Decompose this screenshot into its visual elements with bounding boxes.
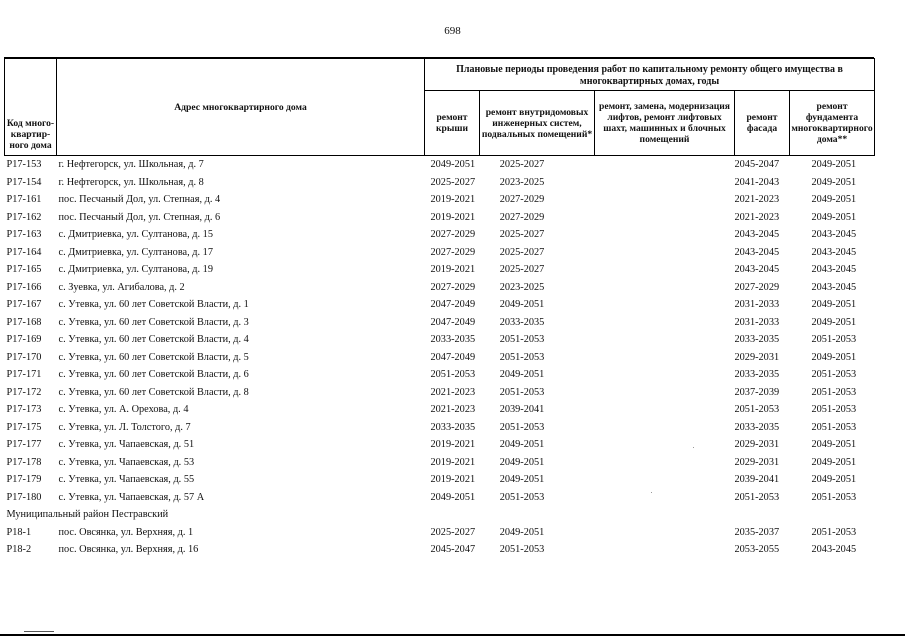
table-row (5, 489, 875, 507)
cell-facade: 2037-2039 (734, 386, 780, 398)
cell-roof: 2047-2049 (430, 351, 476, 363)
cell-lifts (595, 279, 735, 297)
cell-roof: 2021-2023 (430, 404, 476, 416)
cell-roof: 2019-2021 (430, 211, 476, 223)
cell-facade: 2031-2033 (734, 316, 780, 328)
cell-address: с. Дмитриевка, ул. Султанова, д. 19 (58, 264, 213, 276)
cell-address: с. Утевка, ул. 60 лет Советской Власти, д. 3 (58, 316, 249, 328)
cell-facade: 2033-2035 (734, 334, 780, 346)
cell-foundation: 2049-2051 (811, 316, 857, 328)
cell-roof: 2027-2029 (430, 246, 476, 258)
cell-roof: 2025-2027 (430, 176, 476, 188)
table-row (5, 436, 875, 454)
cell-address: с. Дмитриевка, ул. Султанова, д. 17 (58, 246, 213, 258)
cell-lifts (595, 296, 735, 314)
district-name: Муниципальный район Пестравский (6, 509, 169, 521)
cell-roof: 2019-2021 (430, 264, 476, 276)
cell-lifts (595, 349, 735, 367)
column-header-address: Адрес многоквартирного дома (57, 59, 425, 156)
table-row (5, 401, 875, 419)
cell-engineering: 2049-2051 (499, 474, 545, 486)
cell-foundation: 2051-2053 (811, 421, 857, 433)
cell-facade: 2053-2055 (734, 544, 780, 556)
cell-facade: 2043-2045 (734, 264, 780, 276)
cell-address: с. Зуевка, ул. Агибалова, д. 2 (58, 281, 185, 293)
table-row (5, 471, 875, 489)
cell-foundation: 2051-2053 (811, 334, 857, 346)
cell-roof: 2019-2021 (430, 456, 476, 468)
cell-roof: 2051-2053 (430, 369, 476, 381)
cell-code: Р17-173 (6, 404, 42, 416)
cell-engineering: 2023-2025 (499, 176, 545, 188)
cell-roof: 2049-2051 (430, 491, 476, 503)
scan-speck (651, 492, 652, 493)
cell-engineering: 2025-2027 (499, 246, 545, 258)
cell-foundation: 2043-2045 (811, 281, 857, 293)
table-row (5, 209, 875, 227)
cell-lifts (595, 366, 735, 384)
cell-lifts (595, 524, 735, 542)
cell-code: Р17-163 (6, 229, 42, 241)
cell-engineering: 2051-2053 (499, 491, 545, 503)
cell-code: Р17-164 (6, 246, 42, 258)
cell-facade: 2029-2031 (734, 456, 780, 468)
cell-code: Р17-154 (6, 176, 42, 188)
cell-facade: 2029-2031 (734, 439, 780, 451)
cell-code: Р17-171 (6, 369, 42, 381)
table-row (5, 349, 875, 367)
cell-engineering: 2027-2029 (499, 211, 545, 223)
cell-foundation: 2049-2051 (811, 194, 857, 206)
table-row (5, 226, 875, 244)
cell-engineering: 2051-2053 (499, 421, 545, 433)
cell-foundation: 2049-2051 (811, 176, 857, 188)
cell-engineering: 2051-2053 (499, 334, 545, 346)
cell-facade: 2043-2045 (734, 229, 780, 241)
table-row (5, 296, 875, 314)
cell-roof: 2019-2021 (430, 474, 476, 486)
cell-lifts (595, 331, 735, 349)
cell-code: Р17-166 (6, 281, 42, 293)
cell-foundation: 2049-2051 (811, 351, 857, 363)
cell-roof: 2027-2029 (430, 281, 476, 293)
cell-code: Р17-180 (6, 491, 42, 503)
cell-lifts (595, 244, 735, 262)
cell-engineering: 2027-2029 (499, 194, 545, 206)
cell-roof: 2019-2021 (430, 439, 476, 451)
cell-facade: 2035-2037 (734, 526, 780, 538)
cell-address: пос. Овсянка, ул. Верхняя, д. 1 (58, 526, 194, 538)
cell-foundation: 2051-2053 (811, 491, 857, 503)
table-row (5, 331, 875, 349)
table-row (5, 541, 875, 559)
cell-lifts (595, 314, 735, 332)
cell-engineering: 2039-2041 (499, 404, 545, 416)
cell-code: Р18-2 (6, 544, 32, 556)
cell-facade: 2051-2053 (734, 404, 780, 416)
table-row (5, 524, 875, 542)
cell-lifts (595, 226, 735, 244)
cell-address: с. Утевка, ул. Чапаевская, д. 57 А (58, 491, 205, 503)
cell-engineering: 2023-2025 (499, 281, 545, 293)
column-header-foundation: ремонт фундамента многоквартирного дома** (790, 91, 875, 156)
cell-facade: 2033-2035 (734, 369, 780, 381)
cell-roof: 2047-2049 (430, 316, 476, 328)
cell-address: с. Утевка, ул. А. Орехова, д. 4 (58, 404, 189, 416)
table-row (5, 384, 875, 402)
table-row (5, 314, 875, 332)
table-row (5, 191, 875, 209)
cell-facade: 2051-2053 (734, 491, 780, 503)
cell-facade: 2045-2047 (734, 159, 780, 171)
table-row (5, 454, 875, 472)
cell-code: Р17-153 (6, 159, 42, 171)
cell-roof: 2027-2029 (430, 229, 476, 241)
column-header-lifts: ремонт, замена, модернизация лифтов, ремонт лифтовых шахт, машинных и блочных помещений (595, 91, 735, 156)
cell-lifts (595, 401, 735, 419)
cell-address: пос. Песчаный Дол, ул. Степная, д. 6 (58, 211, 221, 223)
cell-engineering: 2025-2027 (499, 159, 545, 171)
page-number: 698 (444, 25, 461, 37)
capital-repair-table (4, 58, 875, 559)
cell-foundation: 2051-2053 (811, 404, 857, 416)
cell-foundation: 2051-2053 (811, 526, 857, 538)
cell-address: с. Утевка, ул. Чапаевская, д. 51 (58, 439, 195, 451)
scan-speck (693, 447, 694, 448)
table-body (5, 156, 875, 559)
column-header-code: Код много-квартир-ного дома (5, 59, 57, 156)
cell-code: Р17-177 (6, 439, 42, 451)
cell-code: Р17-168 (6, 316, 42, 328)
cell-lifts (595, 261, 735, 279)
cell-lifts (595, 471, 735, 489)
column-group-header-periods: Плановые периоды проведения работ по капитальному ремонту общего имущества в многоквартирных домах, годы (425, 59, 875, 91)
table-row (5, 366, 875, 384)
cell-code: Р17-162 (6, 211, 42, 223)
cell-foundation: 2049-2051 (811, 211, 857, 223)
cell-roof: 2047-2049 (430, 299, 476, 311)
cell-facade: 2021-2023 (734, 194, 780, 206)
cell-facade: 2043-2045 (734, 246, 780, 258)
cell-address: пос. Овсянка, ул. Верхняя, д. 16 (58, 544, 199, 556)
cell-lifts (595, 156, 735, 174)
cell-lifts (595, 541, 735, 559)
cell-code: Р17-175 (6, 421, 42, 433)
cell-facade: 2027-2029 (734, 281, 780, 293)
cell-lifts (595, 419, 735, 437)
cell-lifts (595, 436, 735, 454)
cell-address: с. Утевка, ул. 60 лет Советской Власти, д. 6 (58, 369, 249, 381)
cell-address: с. Утевка, ул. 60 лет Советской Власти, д. 8 (58, 386, 249, 398)
cell-foundation: 2049-2051 (811, 299, 857, 311)
cell-engineering: 2049-2051 (499, 456, 545, 468)
cell-engineering: 2049-2051 (499, 526, 545, 538)
table-row (5, 244, 875, 262)
cell-lifts (595, 209, 735, 227)
district-row (5, 506, 875, 524)
cell-address: с. Дмитриевка, ул. Султанова, д. 15 (58, 229, 213, 241)
cell-foundation: 2051-2053 (811, 386, 857, 398)
cell-roof: 2019-2021 (430, 194, 476, 206)
cell-foundation: 2043-2045 (811, 264, 857, 276)
cell-foundation: 2043-2045 (811, 229, 857, 241)
table-row (5, 419, 875, 437)
cell-roof: 2025-2027 (430, 526, 476, 538)
cell-lifts (595, 489, 735, 507)
cell-address: с. Утевка, ул. 60 лет Советской Власти, д. 1 (58, 299, 249, 311)
cell-address: г. Нефтегорск, ул. Школьная, д. 8 (58, 176, 204, 188)
cell-foundation: 2043-2045 (811, 246, 857, 258)
cell-foundation: 2051-2053 (811, 369, 857, 381)
cell-foundation: 2049-2051 (811, 456, 857, 468)
cell-engineering: 2025-2027 (499, 229, 545, 241)
cell-code: Р18-1 (6, 526, 32, 538)
cell-code: Р17-172 (6, 386, 42, 398)
cell-address: с. Утевка, ул. Чапаевская, д. 53 (58, 456, 195, 468)
bottom-tick (24, 631, 54, 632)
cell-engineering: 2051-2053 (499, 544, 545, 556)
cell-roof: 2033-2035 (430, 334, 476, 346)
cell-engineering: 2049-2051 (499, 299, 545, 311)
cell-roof: 2045-2047 (430, 544, 476, 556)
cell-code: Р17-167 (6, 299, 42, 311)
column-header-roof: ремонт крыши (425, 91, 480, 156)
cell-engineering: 2049-2051 (499, 439, 545, 451)
table-row (5, 174, 875, 192)
cell-roof: 2021-2023 (430, 386, 476, 398)
cell-address: с. Утевка, ул. 60 лет Советской Власти, д. 5 (58, 351, 249, 363)
cell-engineering: 2033-2035 (499, 316, 545, 328)
bottom-rule (0, 634, 905, 636)
cell-roof: 2049-2051 (430, 159, 476, 171)
cell-engineering: 2049-2051 (499, 369, 545, 381)
cell-foundation: 2049-2051 (811, 439, 857, 451)
cell-address: с. Утевка, ул. Л. Толстого, д. 7 (58, 421, 191, 433)
cell-facade: 2041-2043 (734, 176, 780, 188)
cell-lifts (595, 384, 735, 402)
cell-address: с. Утевка, ул. Чапаевская, д. 55 (58, 474, 195, 486)
cell-address: г. Нефтегорск, ул. Школьная, д. 7 (58, 159, 204, 171)
cell-code: Р17-165 (6, 264, 42, 276)
cell-address: с. Утевка, ул. 60 лет Советской Власти, д. 4 (58, 334, 249, 346)
cell-engineering: 2025-2027 (499, 264, 545, 276)
cell-facade: 2031-2033 (734, 299, 780, 311)
table-row (5, 279, 875, 297)
cell-code: Р17-161 (6, 194, 42, 206)
cell-foundation: 2049-2051 (811, 159, 857, 171)
table-row (5, 156, 875, 174)
cell-foundation: 2043-2045 (811, 544, 857, 556)
cell-code: Р17-169 (6, 334, 42, 346)
cell-facade: 2039-2041 (734, 474, 780, 486)
table-row (5, 261, 875, 279)
cell-engineering: 2051-2053 (499, 386, 545, 398)
cell-facade: 2021-2023 (734, 211, 780, 223)
column-header-facade: ремонт фасада (735, 91, 790, 156)
cell-roof: 2033-2035 (430, 421, 476, 433)
cell-engineering: 2051-2053 (499, 351, 545, 363)
cell-code: Р17-170 (6, 351, 42, 363)
cell-facade: 2029-2031 (734, 351, 780, 363)
cell-lifts (595, 174, 735, 192)
cell-lifts (595, 191, 735, 209)
cell-lifts (595, 454, 735, 472)
cell-code: Р17-178 (6, 456, 42, 468)
cell-address: пос. Песчаный Дол, ул. Степная, д. 4 (58, 194, 221, 206)
column-header-engineering: ремонт внутридомовых инженерных систем, подвальных помещений* (480, 91, 595, 156)
cell-code: Р17-179 (6, 474, 42, 486)
cell-foundation: 2049-2051 (811, 474, 857, 486)
cell-facade: 2033-2035 (734, 421, 780, 433)
